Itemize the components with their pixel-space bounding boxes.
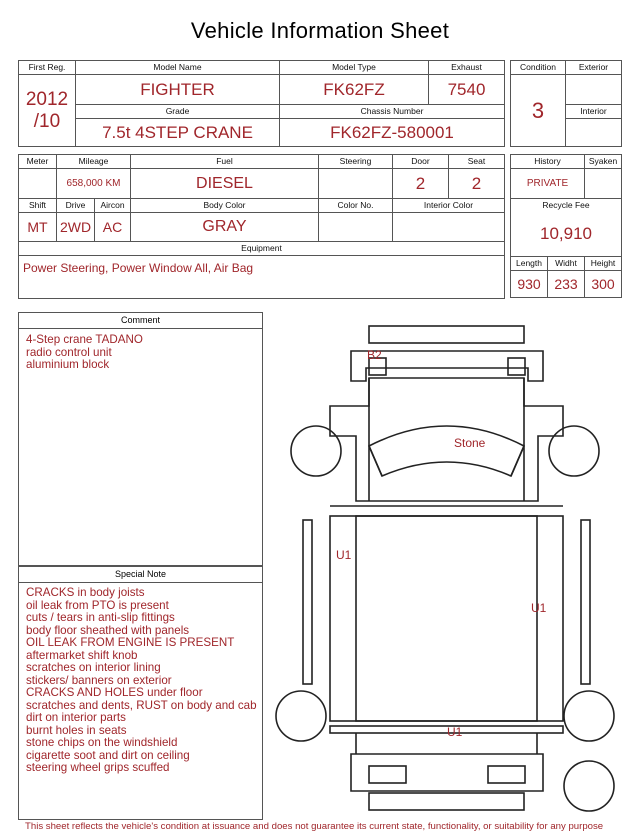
truck-damage-diagram: [268, 316, 628, 816]
left-side-mark: U1: [336, 548, 352, 562]
first-reg-year: 2012: [25, 88, 69, 110]
interior-value: [566, 119, 622, 147]
spare-wheel: [564, 761, 614, 811]
registration-table: [18, 60, 505, 147]
color-no-value: [319, 213, 393, 242]
body-color-value: GRAY: [131, 213, 319, 242]
left-side-rail: [303, 520, 312, 684]
special-note-panel: [18, 566, 263, 820]
note-line: CRACKS AND HOLES under floor: [26, 686, 203, 699]
rear-left-lamp: [369, 766, 406, 783]
history-value: PRIVATE: [511, 169, 585, 199]
interior-color-label: Interior Color: [393, 199, 505, 213]
exterior-value: [566, 75, 622, 105]
comment-line: radio control unit: [26, 345, 112, 359]
length-label: Length: [511, 256, 548, 270]
length-value: 930: [511, 270, 548, 297]
meter-label: Meter: [19, 155, 57, 169]
shift-label: Shift: [19, 199, 57, 213]
grade-value: 7.5t 4STEP CRANE: [76, 119, 280, 147]
condition-label: Condition: [511, 61, 566, 75]
chassis-number-label: Chassis Number: [280, 105, 505, 119]
door-label: Door: [393, 155, 449, 169]
drive-value: 2WD: [57, 213, 95, 242]
fuel-value: DIESEL: [131, 169, 319, 199]
model-type-value: FK62FZ: [280, 75, 429, 105]
front-bumper-shape: [369, 326, 524, 343]
mileage-value: 658,000 KM: [57, 169, 131, 199]
steering-label: Steering: [319, 155, 393, 169]
front-right-lamp: [508, 358, 525, 375]
first-reg-value: [19, 75, 76, 147]
first-reg-month: /10: [33, 110, 61, 132]
aircon-value: AC: [95, 213, 131, 242]
cab-pillars: [369, 378, 524, 501]
interior-color-value: [393, 213, 505, 242]
color-no-label: Color No.: [319, 199, 393, 213]
note-line: scratches on interior lining: [26, 661, 161, 674]
note-line: CRACKS in body joists: [26, 586, 145, 599]
right-side-rail: [581, 520, 590, 684]
mileage-label: Mileage: [57, 155, 131, 169]
model-name-value: FIGHTER: [76, 75, 280, 105]
note-line: cigarette soot and dirt on ceiling: [26, 748, 190, 762]
syaken-label: Syaken: [585, 155, 622, 169]
body-color-label: Body Color: [131, 199, 319, 213]
note-line: oil leak from PTO is present: [26, 598, 169, 612]
cargo-bed-inner: [356, 516, 537, 721]
syaken-value: [585, 169, 622, 199]
front-left-wheel: [291, 426, 341, 476]
history-label: History: [511, 155, 585, 169]
seat-label: Seat: [449, 155, 505, 169]
windshield-shape: [369, 426, 524, 476]
special-note-lines: [26, 587, 258, 775]
disclaimer-footer: This sheet reflects the vehicle's condition at issuance and does not guarantee its current state, functionality, or suitability for any purpose: [25, 821, 604, 832]
equipment-value: Power Steering, Power Window All, Air Bag: [23, 261, 254, 275]
exhaust-label: Exhaust: [429, 61, 505, 75]
note-line: body floor sheathed with panels: [26, 623, 190, 637]
note-line: cuts / tears in anti-slip fittings: [26, 611, 175, 624]
model-name-label: Model Name: [76, 61, 280, 75]
shift-value: MT: [19, 213, 57, 242]
condition-value: 3: [511, 75, 566, 147]
height-label: Height: [585, 256, 622, 270]
comment-line: aluminium block: [26, 358, 110, 371]
rear-left-wheel: [276, 691, 326, 741]
exhaust-value: 7540: [429, 75, 505, 105]
rear-mark: U1: [447, 725, 463, 739]
interior-label: Interior: [566, 105, 622, 119]
model-type-label: Model Type: [280, 61, 429, 75]
rear-right-lamp: [488, 766, 525, 783]
cab-outline: [330, 378, 563, 501]
specs-table: [18, 154, 505, 299]
height-value: 300: [585, 270, 622, 297]
note-line: steering wheel grips scuffed: [26, 761, 170, 774]
recycle-fee-value: 10,910: [511, 212, 622, 256]
seat-value: 2: [449, 169, 505, 199]
right-side-mark: U1: [531, 601, 547, 615]
drive-label: Drive: [57, 199, 95, 213]
comment-label: Comment: [19, 313, 262, 329]
rear-bumper: [369, 793, 524, 810]
grade-label: Grade: [76, 105, 280, 119]
width-value: 233: [548, 270, 585, 297]
special-note-label: Special Note: [19, 567, 262, 583]
page-title: Vehicle Information Sheet: [190, 18, 450, 43]
history-table: [510, 154, 622, 298]
comment-lines: [26, 334, 143, 372]
cargo-bed-outline: [330, 516, 563, 721]
rear-right-wheel: [564, 691, 614, 741]
chassis-number-value: FK62FZ-580001: [280, 119, 505, 147]
note-line: scratches and dents, RUST on body and cab: [26, 698, 257, 712]
note-line: aftermarket shift knob: [26, 648, 138, 662]
note-line: OIL LEAK FROM ENGINE IS PRESENT: [26, 636, 235, 649]
exterior-label: Exterior: [566, 61, 622, 75]
fuel-label: Fuel: [131, 155, 319, 169]
first-reg-label: First Reg.: [19, 61, 76, 75]
note-line: stickers/ banners on exterior: [26, 673, 172, 687]
meter-value: [19, 169, 57, 199]
note-line: dirt on interior parts: [26, 711, 126, 724]
note-line: burnt holes in seats: [26, 723, 127, 737]
door-value: 2: [393, 169, 449, 199]
comment-panel: [18, 312, 263, 566]
rear-panel: [351, 754, 543, 791]
front-bumper-mark: B2: [367, 348, 382, 362]
condition-table: [510, 60, 622, 147]
recycle-fee-label: Recycle Fee: [511, 199, 622, 213]
front-right-wheel: [549, 426, 599, 476]
width-label: Widht: [548, 256, 585, 270]
windshield-mark: Stone: [454, 436, 486, 450]
equipment-label: Equipment: [19, 242, 505, 256]
comment-line: 4-Step crane TADANO: [26, 333, 143, 346]
note-line: stone chips on the windshield: [26, 736, 178, 749]
steering-value: [319, 169, 393, 199]
aircon-label: Aircon: [95, 199, 131, 213]
